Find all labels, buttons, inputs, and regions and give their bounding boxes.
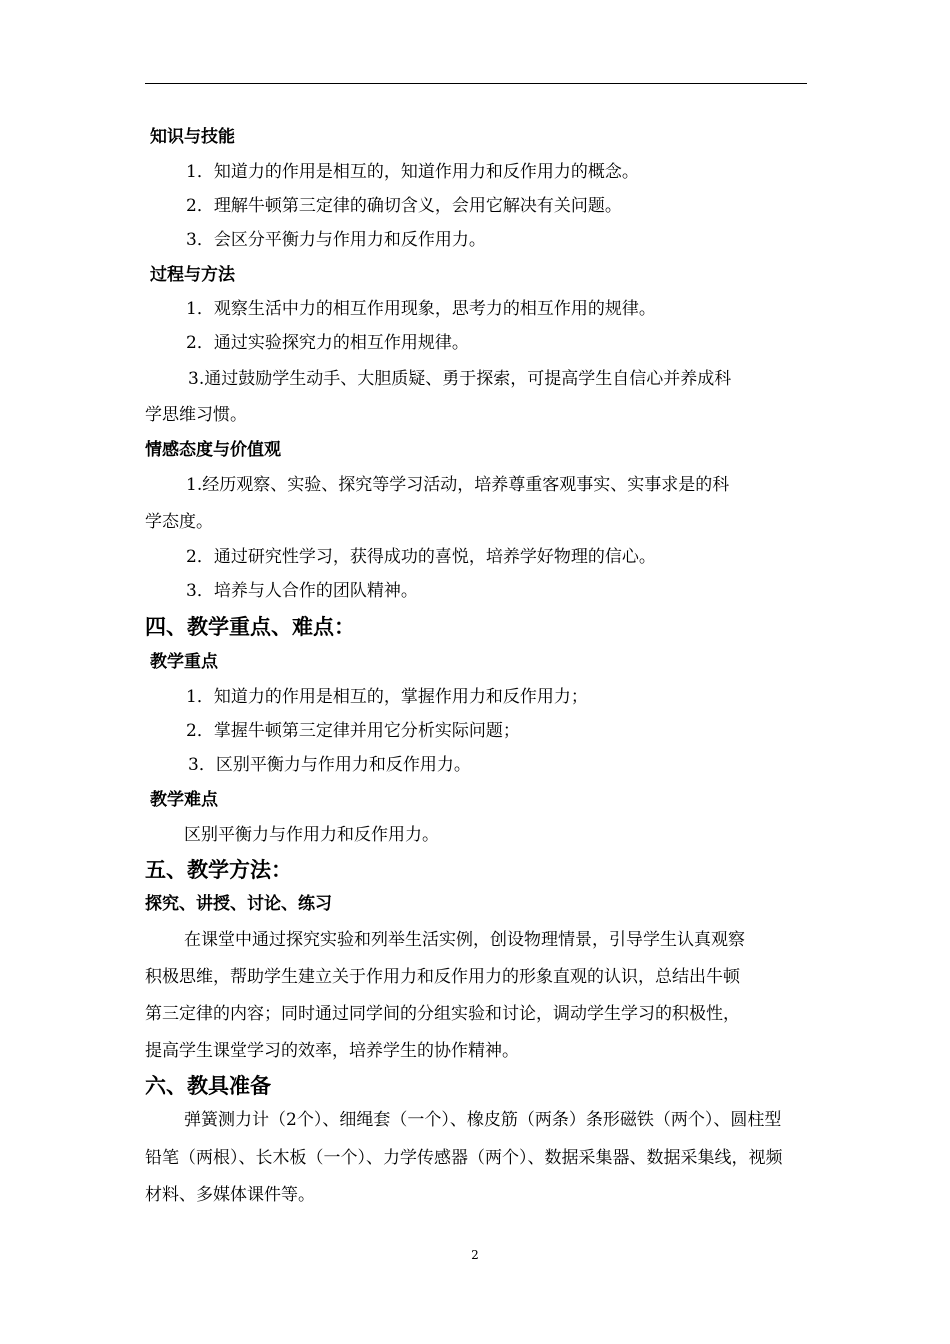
- list-item: 1.经历观察、实验、探究等学习活动，培养尊重客观事实、实事求是的科: [186, 475, 730, 495]
- list-item: 2．通过实验探究力的相互作用规律。: [186, 333, 469, 353]
- list-item: 2．通过研究性学习，获得成功的喜悦，培养学好物理的信心。: [186, 547, 656, 567]
- page-number: 2: [471, 1248, 479, 1262]
- paragraph-line: 弹簧测力计（2个）、细绳套（一个）、橡皮筋（两条）条形磁铁（两个）、圆柱型: [184, 1110, 782, 1130]
- paragraph-line: 第三定律的内容；同时通过同学间的分组实验和讨论，调动学生学习的积极性，: [145, 1004, 740, 1024]
- heading-difficult-points: 教学难点: [150, 790, 218, 810]
- list-item: 3．培养与人合作的团队精神。: [186, 581, 418, 601]
- heading-key-points: 教学重点: [150, 652, 218, 672]
- header-rule: [145, 83, 807, 84]
- heading-process-method: 过程与方法: [150, 265, 235, 285]
- section-title-key-difficult: 四、教学重点、难点：: [145, 615, 355, 639]
- method-subheading: 探究、讲授、讨论、练习: [145, 894, 332, 914]
- list-item-continuation: 学态度。: [145, 512, 213, 532]
- list-item: 2．理解牛顿第三定律的确切含义，会用它解决有关问题。: [186, 196, 622, 216]
- section-title-teaching-method: 五、教学方法：: [145, 858, 292, 882]
- list-item: 3．区别平衡力与作用力和反作用力。: [188, 755, 471, 775]
- paragraph-line: 提高学生课堂学习的效率，培养学生的协作精神。: [145, 1041, 519, 1061]
- list-item: 1．观察生活中力的相互作用现象，思考力的相互作用的规律。: [186, 299, 656, 319]
- paragraph-line: 在课堂中通过探究实验和列举生活实例，创设物理情景，引导学生认真观察: [184, 930, 745, 950]
- paragraph-line: 材料、多媒体课件等。: [145, 1185, 315, 1205]
- paragraph-line: 铅笔（两根）、长木板（一个）、力学传感器（两个）、数据采集器、数据采集线，视频: [145, 1148, 783, 1168]
- list-item: 1．知道力的作用是相互的，知道作用力和反作用力的概念。: [186, 162, 639, 182]
- section-title-teaching-aids: 六、教具准备: [145, 1074, 271, 1098]
- difficult-point-text: 区别平衡力与作用力和反作用力。: [184, 825, 439, 845]
- list-item-continuation: 学思维习惯。: [145, 405, 247, 425]
- list-item: 3．会区分平衡力与作用力和反作用力。: [186, 230, 486, 250]
- heading-attitude-values: 情感态度与价值观: [145, 440, 281, 460]
- heading-knowledge-skills: 知识与技能: [150, 127, 235, 147]
- list-item: 2．掌握牛顿第三定律并用它分析实际问题；: [186, 721, 520, 741]
- paragraph-line: 积极思维，帮助学生建立关于作用力和反作用力的形象直观的认识，总结出牛顿: [145, 967, 740, 987]
- list-item: 3.通过鼓励学生动手、大胆质疑、勇于探索，可提高学生自信心并养成科: [188, 369, 732, 389]
- list-item: 1．知道力的作用是相互的，掌握作用力和反作用力；: [186, 687, 588, 707]
